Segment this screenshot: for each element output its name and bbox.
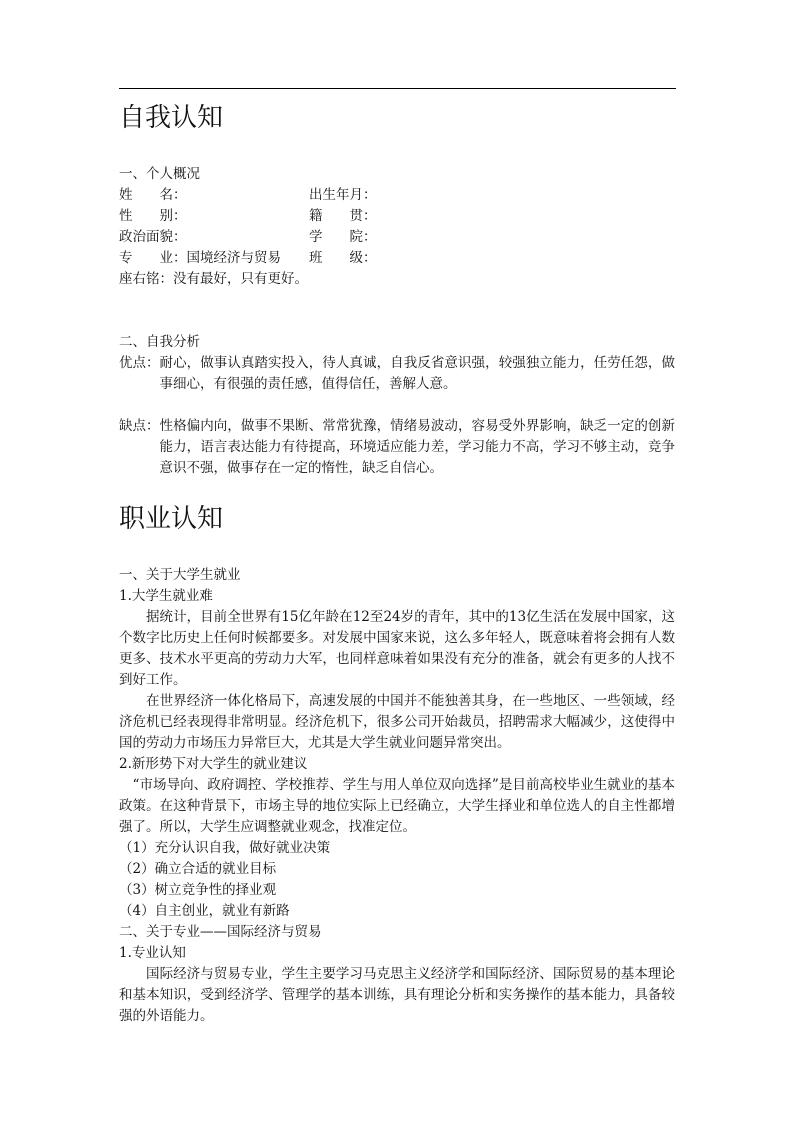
birth-label: 出生年月： [309,187,377,203]
paragraph-3: “市场导向、政府调控、学校推荐、学生与用人单位双向选择”是目前高校毕业生就业的基本政策。在这种背景下，市场主导的地位实际上已经确立，大学生择业和单位选人的自主性都增强了。所以，大学生应调整就业观念，找准定位。 [119,777,675,835]
subheading-2: 2.新形势下对大学生的就业建议 [119,756,308,772]
profile-grid [119,185,675,269]
weaknesses-text: 性格偏内向，做事不果断、常常犹豫，情绪易波动，容易受外界影响，缺乏一定的创新能力，语言表达能力有待提高，环境适应能力差，学习能力不高，学习不够主动，竞争意识不强，做事存在一定的惰性，缺乏自信心。 [159,418,675,476]
analysis-section [119,332,675,479]
strengths-block [119,353,675,395]
subheading-1: 1.大学生就业难 [119,588,213,604]
list-item: （3）树立竞争性的择业观 [119,882,277,898]
political-label: 政治面貌： [119,229,187,245]
paragraph-1: 据统计，目前全世界有15亿年龄在12至24岁的青年，其中的13亿生活在发展中国家，这个数字比历史上任何时候都要多。对发展中国家来说，这么多年轻人，既意味着将会拥有人数更多、技术水平更高的劳动力大军，也同样意味着如果没有充分的准备，就会有更多的人找不到好工作。 [119,609,675,688]
weaknesses-label: 缺点： [119,418,160,434]
employment-section [119,565,675,1027]
employment-heading: 一、关于大学生就业 [119,567,241,583]
subheading-3: 1.专业认知 [119,945,186,961]
name-label: 姓 名： [119,187,187,203]
paragraph-4: 国际经济与贸易专业，学生主要学习马克思主义经济学和国际经济、国际贸易的基本理论和基本知识，受到经济学、管理学的基本训练，具有理论分析和实务操作的基本能力，具备较强的外语能力。 [119,966,675,1024]
major-heading: 二、关于专业——国际经济与贸易 [119,924,322,940]
career-title: 职业认知 [119,504,224,534]
college-label: 学 院： [309,229,377,245]
analysis-heading: 二、自我分析 [119,334,200,350]
list-item: （1）充分认识自我，做好就业决策 [119,840,331,856]
profile-section [119,164,675,290]
self-title: 自我认知 [119,103,224,133]
list-item: （4）自主创业，就业有新路 [119,903,290,919]
document-page [119,96,675,1027]
weaknesses-block [119,416,675,479]
strengths-text: 耐心，做事认真踏实投入，待人真诚，自我反省意识强，较强独立能力，任劳任怨，做事细心，有很强的责任感，值得信任，善解人意。 [159,355,675,392]
profile-heading: 一、个人概况 [119,166,200,182]
motto: 座右铭：没有最好，只有更好。 [119,271,308,287]
class-label: 班 级： [309,250,377,266]
header-rule [119,88,676,89]
major-label: 专 业：国境经济与贸易 [119,250,281,266]
paragraph-2: 在世界经济一体化格局下，高速发展的中国并不能独善其身，在一些地区、一些领域，经济危机已经表现得非常明显。经济危机下，很多公司开始裁员，招聘需求大幅减少，这使得中国的劳动力市场压力异常巨大，尤其是大学生就业问题异常突出。 [119,693,675,751]
gender-label: 性 别： [119,208,187,224]
strengths-label: 优点： [119,355,160,371]
origin-label: 籍 贯： [309,208,377,224]
list-item: （2）确立合适的就业目标 [119,861,277,877]
